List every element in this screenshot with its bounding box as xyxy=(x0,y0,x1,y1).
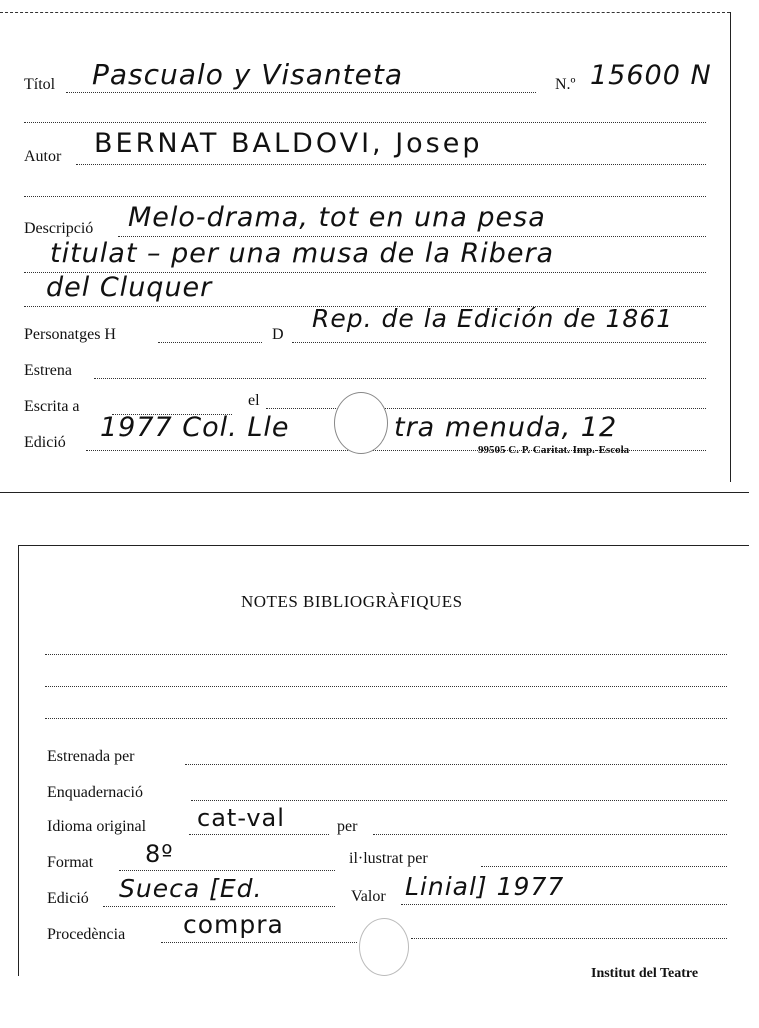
descripcio-text-1: Melo-drama, tot en una pesa xyxy=(128,202,546,233)
notes-line-3 xyxy=(45,718,727,719)
illustrat-label: il·lustrat per xyxy=(349,850,428,867)
per-label: per xyxy=(337,818,358,835)
notes-line-2 xyxy=(45,686,727,687)
idioma-value: cat-val xyxy=(197,804,285,832)
estrena-label: Estrena xyxy=(24,362,72,379)
d-label: D xyxy=(272,326,284,343)
d-value: Rep. de la Edición de 1861 xyxy=(312,304,674,333)
catalog-card-front xyxy=(0,12,731,482)
titol-line xyxy=(66,92,536,93)
punch-hole-back xyxy=(359,918,409,976)
edicio-value-b: tra menuda, 12 xyxy=(394,412,618,443)
estrenada-label: Estrenada per xyxy=(47,748,135,765)
notes-heading: NOTES BIBLIOGRÀFIQUES xyxy=(241,592,463,611)
valor-value: Linial] 1977 xyxy=(405,872,565,901)
descripcio-label: Descripció xyxy=(24,220,94,237)
edicio-back-label: Edició xyxy=(47,890,89,907)
printer-mark: 99505 C. P. Caritat. Imp.-Escola xyxy=(478,444,630,456)
format-line xyxy=(119,870,335,871)
estrenada-line xyxy=(185,764,727,765)
illustrat-line xyxy=(481,866,727,867)
format-label: Format xyxy=(47,854,94,871)
personatges-d-line xyxy=(292,342,706,343)
procedencia-value: compra xyxy=(183,910,284,939)
personatges-label: Personatges H xyxy=(24,326,116,343)
procedencia-label: Procedència xyxy=(47,926,126,943)
catalog-card-back xyxy=(18,545,749,981)
valor-line xyxy=(401,904,727,905)
estrena-line xyxy=(94,378,706,379)
edicio-value-a: 1977 Col. Lle xyxy=(100,412,290,443)
edicio-back-value: Sueca [Ed. xyxy=(119,874,263,903)
autor-line xyxy=(76,164,706,165)
descripcio-text-3: del Cluquer xyxy=(46,272,213,303)
titol-extra-line xyxy=(24,122,706,123)
procedencia-line-2 xyxy=(411,938,727,939)
numero-value: 15600 N xyxy=(590,60,712,91)
el-line xyxy=(266,408,706,409)
descripcio-text-2: titulat – per una musa de la Ribera xyxy=(50,238,555,269)
titol-value: Pascualo y Visanteta xyxy=(92,58,403,91)
idioma-label: Idioma original xyxy=(47,818,147,835)
format-value: 8º xyxy=(145,840,174,868)
escrita-label: Escrita a xyxy=(24,398,80,415)
card-separator xyxy=(0,492,749,493)
autor-value: BERNAT BALDOVI, Josep xyxy=(94,128,483,159)
el-label: el xyxy=(248,392,260,409)
procedencia-line xyxy=(161,942,357,943)
institution-footer: Institut del Teatre xyxy=(591,966,699,981)
personatges-h-line xyxy=(158,342,262,343)
autor-label: Autor xyxy=(24,148,62,165)
enquadernacio-line xyxy=(191,800,727,801)
edicio-back-line xyxy=(103,906,335,907)
autor-extra-line xyxy=(24,196,706,197)
descripcio-line-1 xyxy=(118,236,706,237)
per-line xyxy=(373,834,727,835)
notes-line-1 xyxy=(45,654,727,655)
idioma-line xyxy=(189,834,329,835)
titol-label: Títol xyxy=(24,76,56,93)
enquadernacio-label: Enquadernació xyxy=(47,784,143,801)
edicio-label: Edició xyxy=(24,434,66,451)
numero-label: N.º xyxy=(555,76,576,93)
valor-label: Valor xyxy=(351,888,386,905)
punch-hole xyxy=(334,392,388,454)
